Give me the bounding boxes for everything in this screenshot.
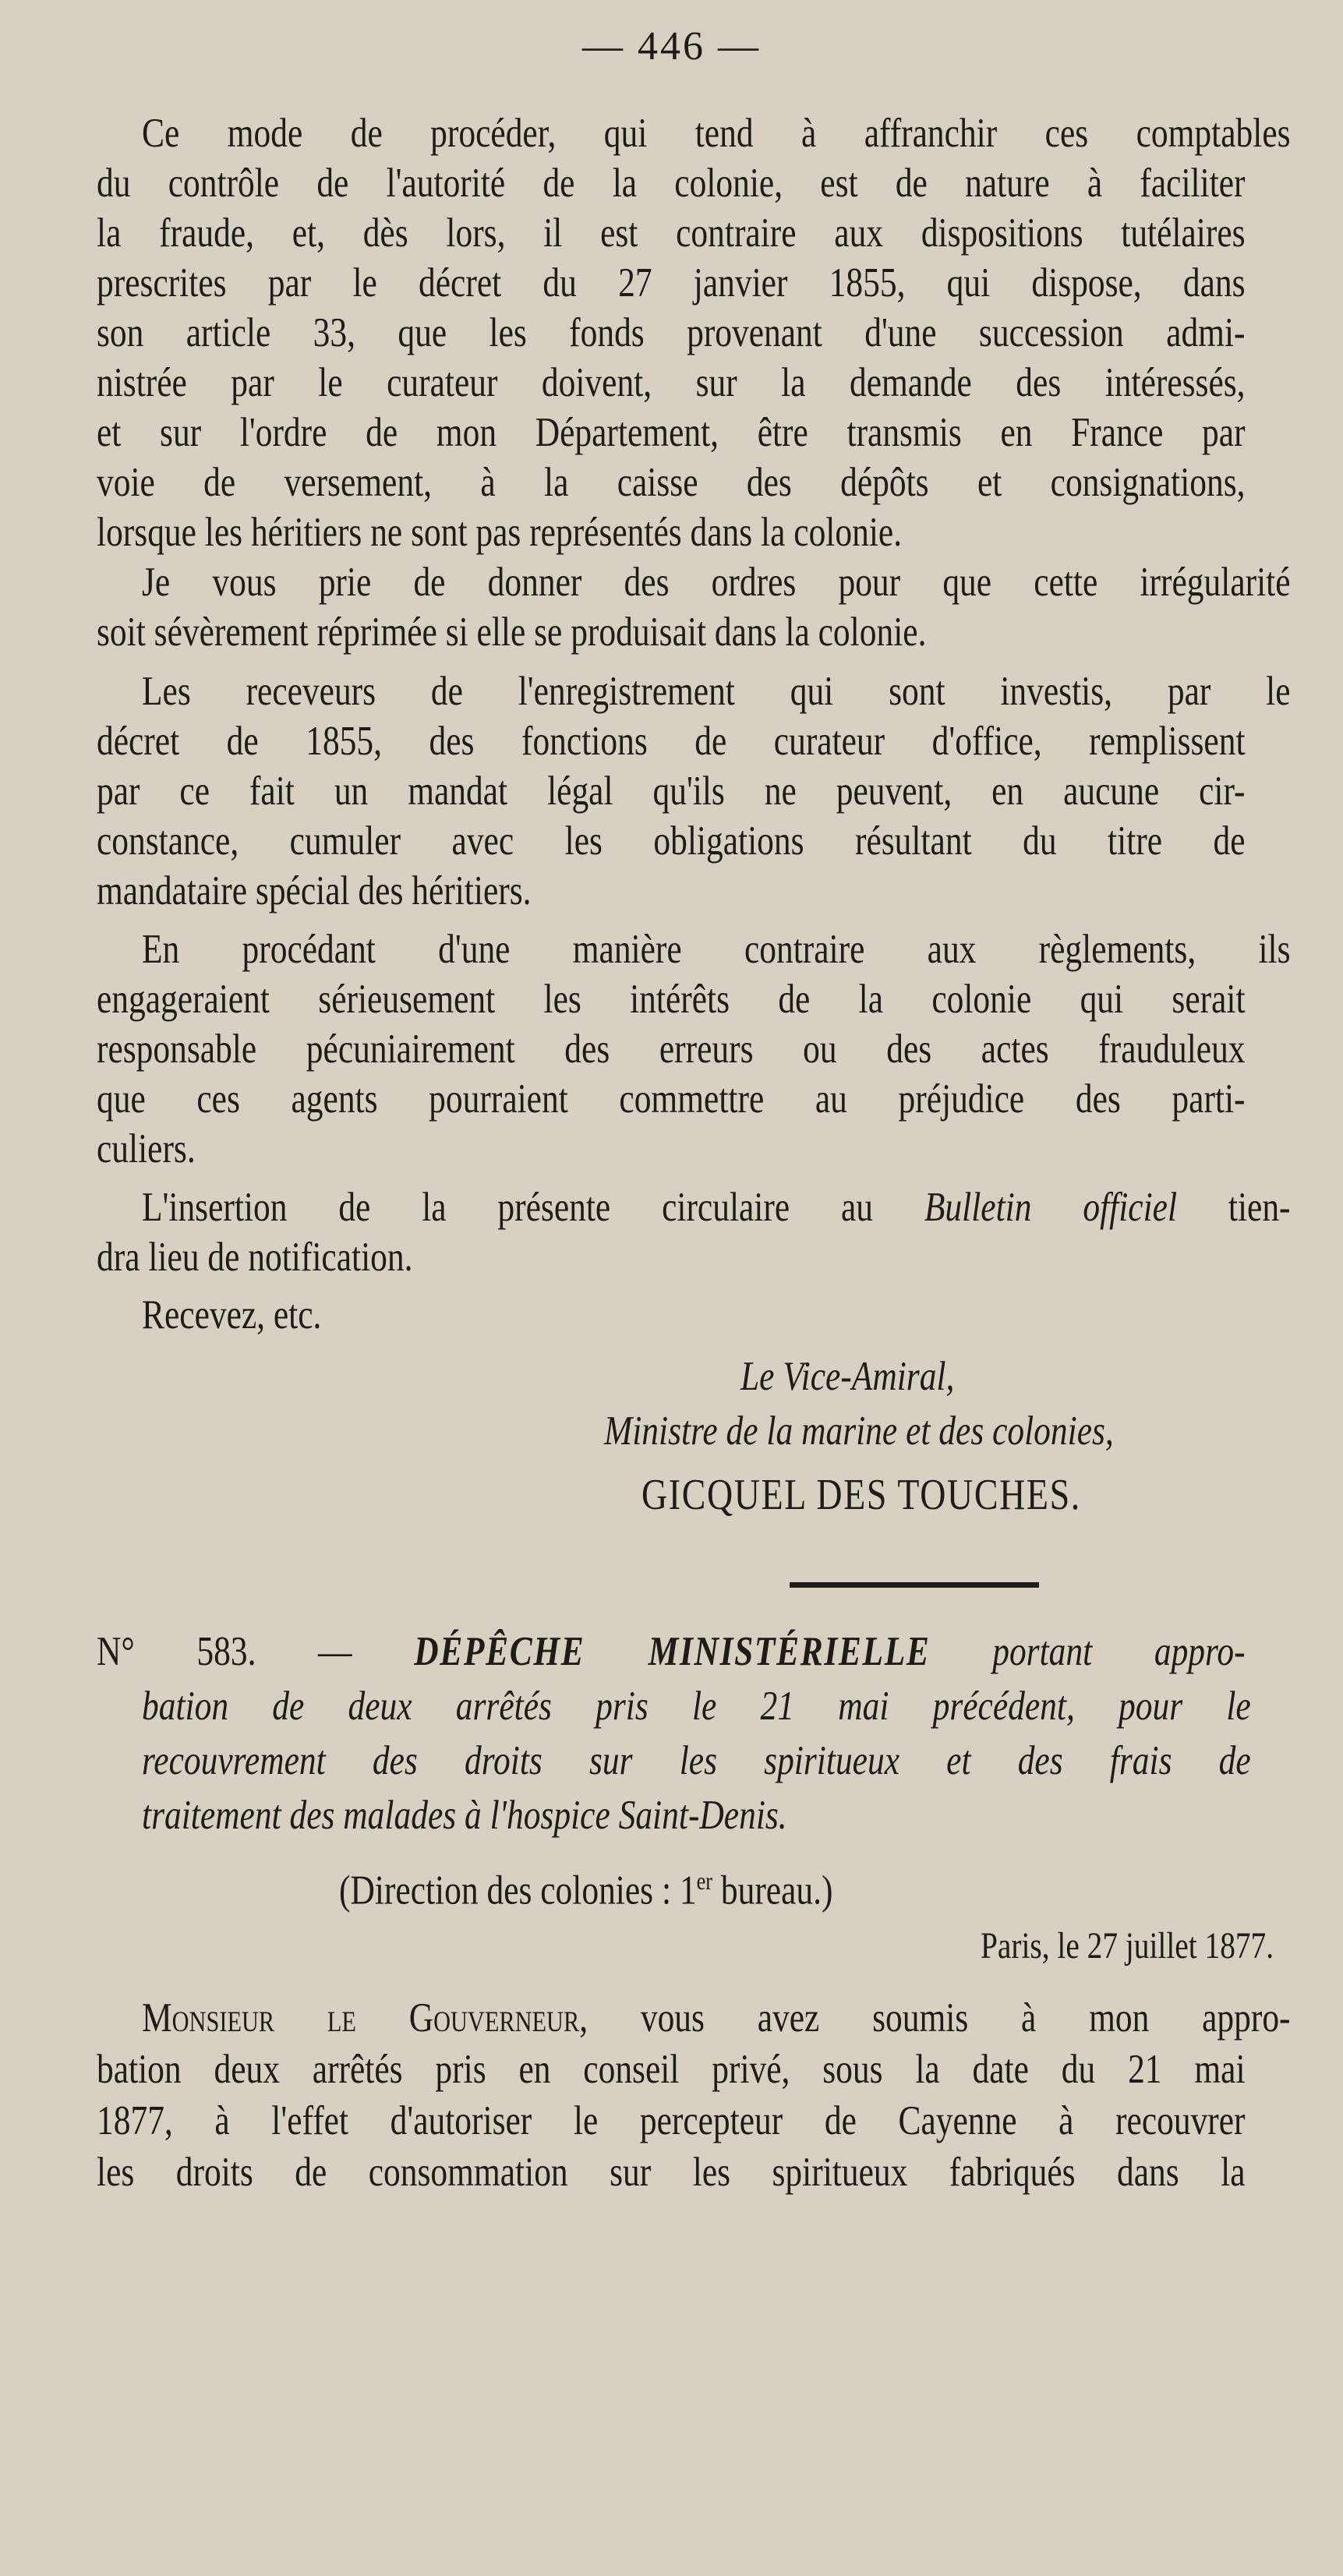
text-line (142, 1183, 1291, 1231)
text-line: mandataire spécial des héritiers. (97, 868, 532, 913)
text-line: En procédant d'une manière contraire aux règlements, ils (142, 927, 1291, 972)
text-line: Ce mode de procéder, qui tend à affranchir ces comptables (142, 111, 1291, 156)
text-line: soit sévèrement réprimée si elle se produisait dans la colonie. (97, 610, 927, 655)
text-line: dra lieu de notification. (97, 1235, 413, 1280)
text-run: tien- (1177, 1185, 1291, 1230)
text-line: Je vous prie de donner des ordres pour que cette irrégularité (142, 560, 1291, 605)
dispatch-title: DÉPÊCHE MINISTÉRIELLE (414, 1629, 931, 1674)
text-run: portant appro- (930, 1629, 1246, 1674)
text-line: bation deux arrêtés pris en conseil privé, sous la date du 21 mai (97, 2047, 1246, 2092)
text-run: L'insertion de la présente circulaire au (142, 1185, 924, 1230)
signature-title: Le Vice-Amiral, (740, 1354, 955, 1399)
text-line: constance, cumuler avec les obligations résultant du titre de (97, 818, 1246, 864)
text-line: responsable pécuniairement des erreurs ou des actes frauduleux (97, 1027, 1246, 1072)
text-run: bureau.) (712, 1868, 833, 1913)
separator-rule (790, 1582, 1039, 1588)
superscript: er (696, 1867, 713, 1895)
text-line: et sur l'ordre de mon Département, être transmis en France par (97, 410, 1246, 455)
text-line: la fraude, et, dès lors, il est contraire aux dispositions tutélaires (97, 210, 1246, 256)
text-line: prescrites par le décret du 27 janvier 1855, qui dispose, dans (97, 260, 1246, 306)
text-line: engageraient sérieusement les intérêts de la colonie qui serait (97, 977, 1246, 1022)
text-line (142, 1994, 1291, 2042)
text-line: voie de versement, à la caisse des dépôts et consignations, (97, 460, 1246, 505)
page-number: — 446 — (582, 24, 761, 69)
dispatch-heading (97, 1627, 1246, 1676)
dispatch-line: traitement des malades à l'hospice Saint-Denis. (142, 1793, 787, 1838)
text-run: (Direction des colonies : 1 (339, 1868, 697, 1913)
dispatch-date: Paris, le 27 juillet 1877. (981, 1925, 1274, 1966)
text-line: 1877, à l'effet d'autoriser le percepteur de Cayenne à recouvrer (97, 2098, 1246, 2143)
text-line: son article 33, que les fonds provenant d'une succession admi- (97, 310, 1246, 355)
signature-name: GICQUEL DES TOUCHES. (641, 1471, 1081, 1519)
text-line: les droits de consommation sur les spiritueux fabriqués dans la (97, 2150, 1246, 2195)
text-line: lorsque les héritiers ne sont pas représentés dans la colonie. (97, 510, 903, 555)
text-line: par ce fait un mandat légal qu'ils ne peuvent, en aucune cir- (97, 769, 1246, 814)
text-run: , vous avez soumis à mon appro- (579, 1995, 1291, 2041)
signature-role: Ministre de la marine et des colonies, (604, 1408, 1114, 1454)
text-line: culiers. (97, 1126, 196, 1171)
text-line: nistrée par le curateur doivent, sur la demande des intéressés, (97, 360, 1246, 405)
dispatch-line: bation de deux arrêtés pris le 21 mai précédent, pour le (142, 1684, 1251, 1729)
text-line: du contrôle de l'autorité de la colonie, est de nature à faciliter (97, 161, 1246, 206)
text-line: Les receveurs de l'enregistrement qui sont investis, par le (142, 669, 1291, 714)
bulletin-reference: Bulletin officiel (924, 1185, 1178, 1230)
dispatch-number: N° 583. — (97, 1629, 415, 1674)
text-line: que ces agents pourraient commettre au préjudice des parti- (97, 1076, 1246, 1122)
direction-line (339, 1857, 1282, 1915)
closing-line: Recevez, etc. (142, 1292, 322, 1337)
salutation: Monsieur le Gouverneur (142, 1995, 580, 2041)
text-line: décret de 1855, des fonctions de curateur d'office, remplissent (97, 719, 1246, 764)
dispatch-line: recouvrement des droits sur les spiritueux et des frais de (142, 1738, 1251, 1783)
